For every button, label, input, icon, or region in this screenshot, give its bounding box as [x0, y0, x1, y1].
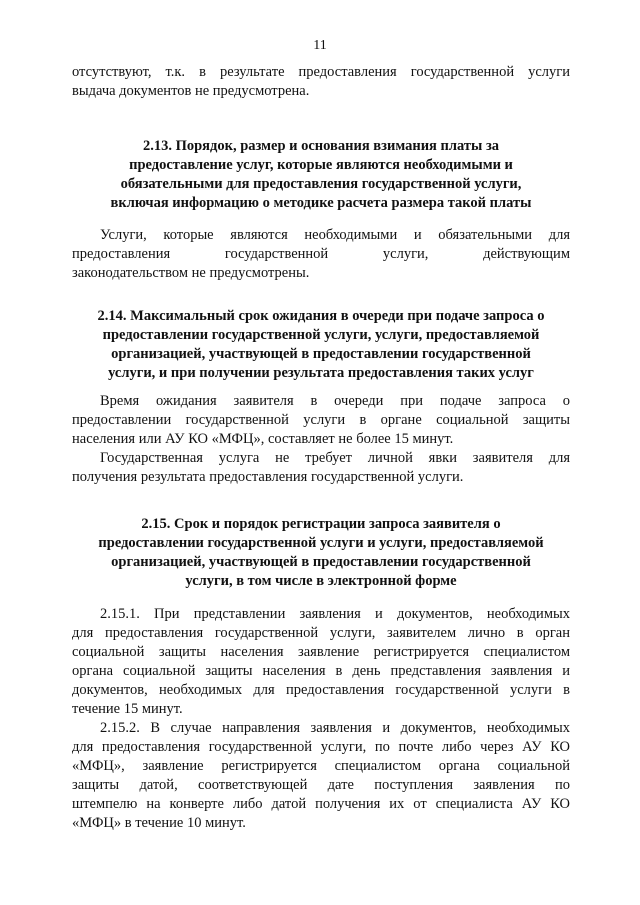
section-2-13-body-line: Услуги, которые являются необходимыми и обязательными для [100, 227, 570, 243]
section-2-15-body-line: документов, необходимых для предоставления государственной услуги в [72, 682, 570, 698]
section-2-14-heading: 2.14. Максимальный срок ожидания в очереди при подаче запроса о [97, 308, 545, 324]
intro-line: отсутствуют, т.к. в результате предоставления государственной услуги [72, 64, 570, 80]
section-2-15-body-line: течение 15 минут. [72, 701, 183, 717]
section-2-15-heading: предоставлении государственной услуги и услуги, предоставляемой [98, 535, 544, 551]
section-2-14-body-line: получения результата предоставления государственной услуги. [72, 469, 464, 485]
section-2-13-heading: предоставление услуг, которые являются необходимыми и [129, 157, 513, 173]
section-2-15-body-line: 2.15.1. При представлении заявления и документов, необходимых [100, 606, 570, 622]
section-2-14-body-line: Государственная услуга не требует личной явки заявителя для [100, 450, 570, 466]
section-2-13-heading: обязательными для предоставления государственной услуги, [120, 176, 522, 192]
section-2-14-heading: организацией, участвующей в предоставлении государственной [111, 346, 531, 362]
section-2-15-body-line: органа социальной защиты населения в день представления заявления и [72, 663, 570, 679]
intro-line: выдача документов не предусмотрена. [72, 83, 310, 99]
section-2-15-body-line: 2.15.2. В случае направления заявления и документов, необходимых [100, 720, 570, 736]
section-2-13-body-line: законодательством не предусмотрены. [72, 265, 310, 281]
section-2-15-body-line: штемпелю на конверте либо датой получения их от специалиста АУ КО [72, 796, 570, 812]
section-2-15-body-line: для предоставления государственной услуги, по почте либо через АУ КО [72, 739, 570, 755]
section-2-15-body-line: для предоставления государственной услуги, заявителем лично в орган [72, 625, 570, 641]
page-number: 11 [313, 38, 327, 53]
section-2-13-heading: 2.13. Порядок, размер и основания взимания платы за [142, 138, 500, 154]
section-2-15-body-line: социальной защиты населения заявление регистрируется специалистом [72, 644, 570, 660]
section-2-15-body-line: «МФЦ», заявление регистрируется специалистом органа социальной [72, 758, 570, 774]
section-2-15-heading: организацией, участвующей в предоставлении государственной [111, 554, 531, 570]
section-2-14-body-line: населения или АУ КО «МФЦ», составляет не более 15 минут. [72, 431, 454, 447]
section-2-14-heading: услуги, и при получении результата предоставления таких услуг [108, 365, 534, 381]
section-2-14-body-line: предоставлении государственной услуги в органе социальной защиты [72, 412, 570, 428]
section-2-13-body-line: предоставления государственной услуги, действующим [72, 246, 570, 262]
section-2-15-heading: услуги, в том числе в электронной форме [185, 573, 457, 589]
section-2-15-body-line: защиты датой, соответствующей дате поступления заявления по [72, 777, 570, 793]
section-2-14-body-line: Время ожидания заявителя в очереди при подаче запроса о [100, 393, 570, 409]
section-2-14-heading: предоставлении государственной услуги, услуги, предоставляемой [102, 327, 540, 343]
section-2-15-heading: 2.15. Срок и порядок регистрации запроса заявителя о [141, 516, 501, 532]
section-2-13-heading: включая информацию о методике расчета размера такой платы [110, 195, 532, 211]
section-2-15-body-line: «МФЦ» в течение 10 минут. [72, 815, 246, 831]
